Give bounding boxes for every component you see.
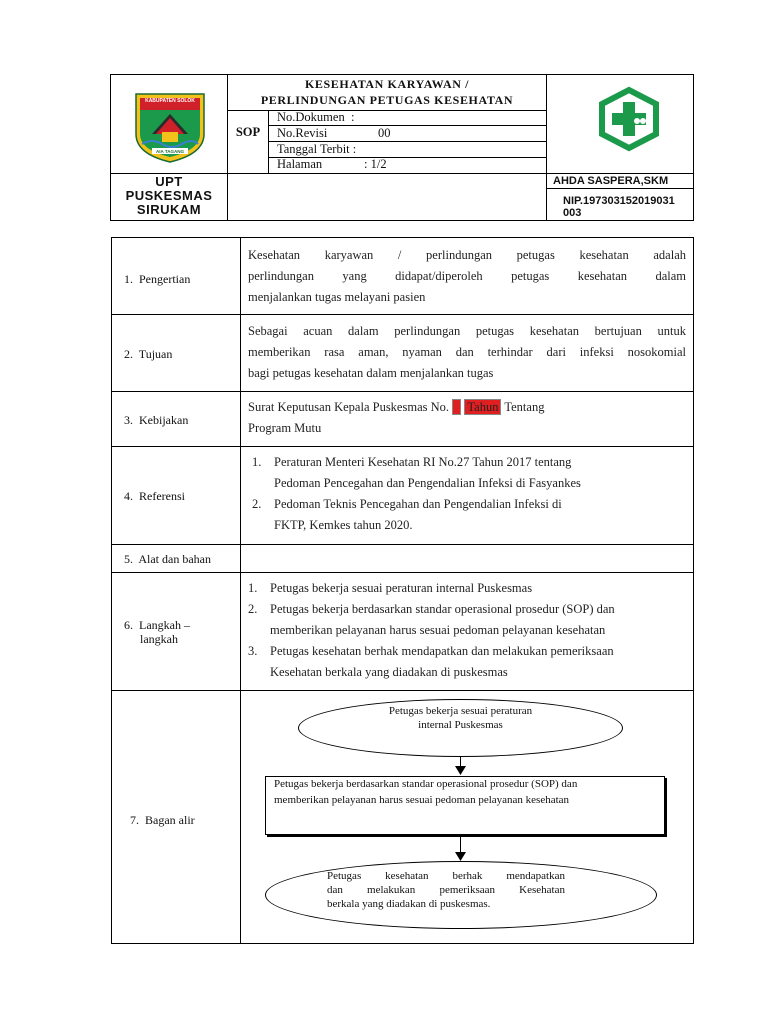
flow-step-3-line-3: berkala yang diadakan di puskesmas. <box>327 898 491 910</box>
referensi-item <box>252 494 688 536</box>
flow-step-2-text <box>274 776 664 808</box>
referensi-item <box>252 452 688 494</box>
alat-label: 5. Alat dan bahan <box>124 552 211 566</box>
title-line-2: PERLINDUNGAN PETUGAS KESEHATAN <box>260 93 514 107</box>
tujuan-label: 2. Tujuan <box>124 347 173 361</box>
title-line-1: KESEHATAN KARYAWAN / <box>304 77 470 91</box>
halaman-value: : 1/2 <box>364 157 387 171</box>
no-revisi-label: No.Revisi <box>277 126 328 140</box>
no-dokumen: No.Dokumen : <box>277 110 355 124</box>
signer-nip <box>563 195 675 219</box>
tujuan-text <box>248 321 686 384</box>
langkah-item-line-2: memberikan pelayanan harus sesuai pedoman pelayanan kesehatan <box>270 623 606 637</box>
logo-text-top: KABUPATEN SOLOK <box>145 98 195 104</box>
langkah-item <box>248 578 688 599</box>
langkah-item-num: 2. <box>248 602 258 616</box>
flow-step-2-line-2: memberikan pelayanan harus sesuai pedoman pelayanan kesehatan <box>274 794 570 806</box>
flow-step-2-line-1: Petugas bekerja berdasarkan standar operasional prosedur (SOP) dan <box>274 778 578 790</box>
flow-arrowhead-2 <box>455 852 466 861</box>
org-line-1: UPT <box>155 174 183 189</box>
tujuan-line-3: bagi petugas kesehatan dalam menjalankan tugas <box>248 366 494 380</box>
referensi-list <box>252 452 688 536</box>
pengertian-line-3: menjalankan tugas melayani pasien <box>248 290 426 304</box>
langkah-label <box>124 618 190 646</box>
tanggal-terbit: Tanggal Terbit : <box>277 142 357 156</box>
bagan-label: 7. Bagan alir <box>130 813 195 827</box>
pengertian-label: 1. Pengertian <box>124 272 191 286</box>
kebijakan-pre: Surat Keputusan Kepala Puskesmas No. <box>248 400 450 414</box>
referensi-item-num: 1. <box>252 455 262 469</box>
langkah-item <box>248 599 688 641</box>
referensi-item-line-1: Peraturan Menteri Kesehatan RI No.27 Tahun 2017 tentang <box>274 455 572 469</box>
kebijakan-line-2: Program Mutu <box>248 421 322 435</box>
kebijakan-no-placeholder <box>452 399 461 415</box>
kebijakan-post: Tentang <box>504 400 545 414</box>
referensi-item-num: 2. <box>252 497 262 511</box>
langkah-item <box>248 641 688 683</box>
langkah-item-num: 3. <box>248 644 258 658</box>
flow-step-3-text <box>327 869 565 911</box>
pengertian-text <box>248 245 686 308</box>
flow-step-1-line-2: internal Puskesmas <box>418 719 503 731</box>
referensi-label: 4. Referensi <box>124 489 185 503</box>
referensi-item-line-2: Pedoman Pencegahan dan Pengendalian Infeksi di Fasyankes <box>274 476 581 490</box>
no-revisi-value: 00 <box>378 126 391 140</box>
signer-nip-line-1: NIP.197303152019031 <box>563 195 675 207</box>
tujuan-line-2: memberikan rasa aman, nyaman dan terhindar dari infeksi nosokomial <box>248 345 686 359</box>
langkah-label-line-2: langkah <box>140 632 178 646</box>
flow-step-3-line-2: dan melakukan pemeriksaan Kesehatan <box>327 884 565 896</box>
sop-label: SOP <box>235 125 261 139</box>
pengertian-line-1: Kesehatan karyawan / perlindungan petugas kesehatan adalah <box>248 248 686 262</box>
referensi-item-line-1: Pedoman Teknis Pencegahan dan Pengendalian Infeksi di <box>274 497 562 511</box>
langkah-item-num: 1. <box>248 581 258 595</box>
flow-step-3-line-1: Petugas kesehatan berhak mendapatkan <box>327 870 565 882</box>
org-name <box>111 175 227 217</box>
langkah-item-line-1: Petugas bekerja sesuai peraturan internal Puskesmas <box>270 581 533 595</box>
halaman-label: Halaman <box>277 157 323 171</box>
referensi-item-line-2: FKTP, Kemkes tahun 2020. <box>274 518 413 532</box>
kebijakan-label: 3. Kebijakan <box>124 413 189 427</box>
logo-text-bottom: AIA TAGANG <box>156 149 184 154</box>
puskesmas-logo <box>596 86 662 152</box>
org-line-3: SIRUKAM <box>136 202 202 217</box>
org-line-2: PUSKESMAS <box>125 188 213 203</box>
tujuan-line-1: Sebagai acuan dalam perlindungan petugas kesehatan bertujuan untuk <box>248 324 686 338</box>
langkah-list <box>248 578 688 683</box>
flow-arrowhead-1 <box>455 766 466 775</box>
flow-step-1-text <box>298 704 623 732</box>
flow-step-1-line-1: Petugas bekerja sesuai peraturan <box>388 705 533 717</box>
langkah-label-line-1: 6. Langkah – <box>124 618 190 632</box>
langkah-item-line-1: Petugas kesehatan berhak mendapatkan dan melakukan pemeriksaan <box>270 644 614 658</box>
langkah-item-line-2: Kesehatan berkala yang diadakan di puskesmas <box>270 665 508 679</box>
signer-name: AHDA SASPERA,SKM <box>553 175 669 187</box>
kebijakan-tahun: Tahun <box>464 399 501 415</box>
langkah-item-line-1: Petugas bekerja berdasarkan standar operasional prosedur (SOP) dan <box>270 602 615 616</box>
kebijakan-line-1 <box>248 397 686 418</box>
pengertian-line-2: perlindungan yang didapat/diperoleh petugas kesehatan dalam <box>248 269 686 283</box>
kebijakan-text <box>248 397 686 439</box>
document-title <box>228 76 546 108</box>
signer-nip-line-2: 003 <box>563 207 582 219</box>
